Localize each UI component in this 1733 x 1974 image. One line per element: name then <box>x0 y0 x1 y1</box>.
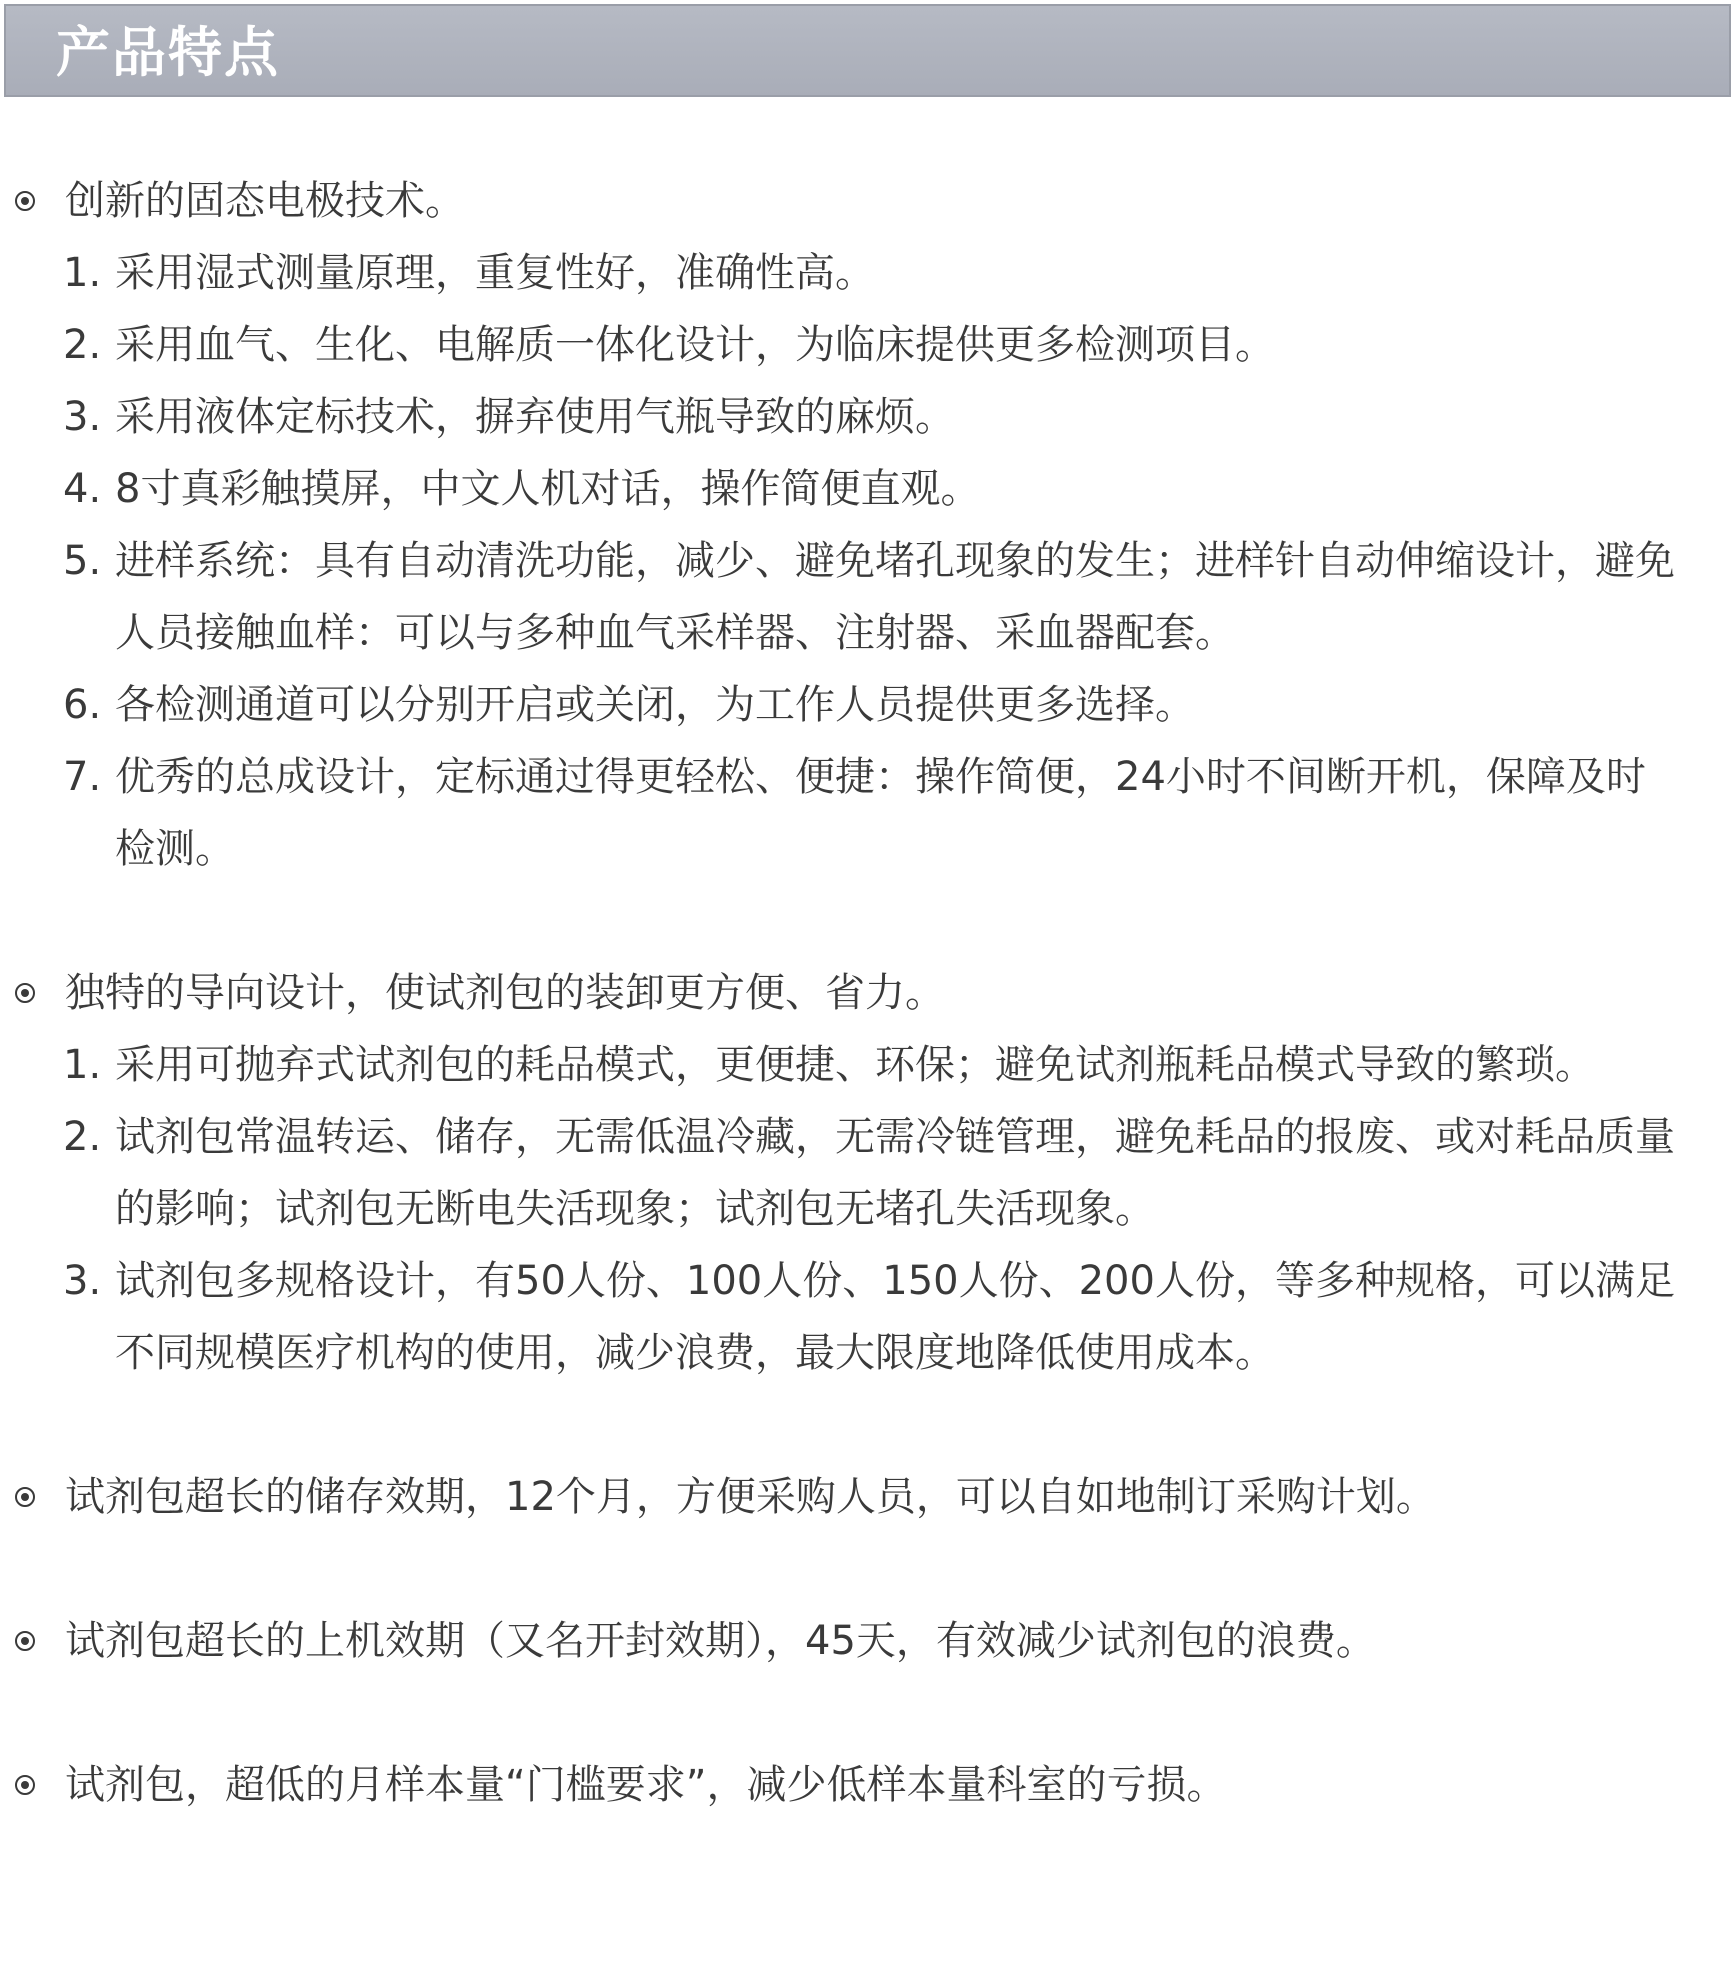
section-spacer <box>0 1389 1733 1461</box>
section-header <box>4 4 1731 97</box>
feature-bullet <box>0 1461 1733 1533</box>
item-text: 8寸真彩触摸屏，中文人机对话，操作简便直观。 <box>115 466 981 512</box>
feature-item <box>0 309 1733 381</box>
feature-bullet-text: 独特的导向设计，使试剂包的装卸更方便、省力。 <box>65 970 945 1016</box>
circle-bullet-icon <box>15 983 35 1003</box>
feature-item <box>0 381 1733 453</box>
item-text: 采用液体定标技术，摒弃使用气瓶导致的麻烦。 <box>115 394 955 440</box>
circle-bullet-icon <box>15 1487 35 1507</box>
feature-bullet <box>0 957 1733 1029</box>
feature-bullet-text: 创新的固态电极技术。 <box>65 178 465 224</box>
item-text: 试剂包常温转运、储存，无需低温冷藏，无需冷链管理，避免耗品的报废、或对耗品质量的影响；试剂包无断电失活现象；试剂包无堵孔失活现象。 <box>115 1114 1675 1232</box>
feature-bullet <box>0 1749 1733 1821</box>
item-number: 2. <box>63 1114 102 1160</box>
feature-section <box>0 1749 1733 1821</box>
feature-item <box>0 453 1733 525</box>
feature-item <box>0 669 1733 741</box>
circle-bullet-icon <box>15 1775 35 1795</box>
section-spacer <box>0 885 1733 957</box>
feature-item <box>0 525 1733 669</box>
item-text: 进样系统：具有自动清洗功能，减少、避免堵孔现象的发生；进样针自动伸缩设计，避免人员接触血样：可以与多种血气采样器、注射器、采血器配套。 <box>115 538 1675 656</box>
item-number: 7. <box>63 754 102 800</box>
item-number: 1. <box>63 1042 102 1088</box>
feature-bullet-text: 试剂包超长的上机效期（又名开封效期），45天，有效减少试剂包的浪费。 <box>65 1618 1376 1664</box>
item-text: 采用可抛弃式试剂包的耗品模式，更便捷、环保；避免试剂瓶耗品模式导致的繁琐。 <box>115 1042 1595 1088</box>
item-number: 2. <box>63 322 102 368</box>
section-spacer <box>0 1533 1733 1605</box>
feature-item <box>0 237 1733 309</box>
feature-bullet <box>0 165 1733 237</box>
feature-section <box>0 165 1733 885</box>
item-text: 采用血气、生化、电解质一体化设计，为临床提供更多检测项目。 <box>115 322 1275 368</box>
item-number: 3. <box>63 394 102 440</box>
feature-item <box>0 1245 1733 1389</box>
feature-bullet-text: 试剂包，超低的月样本量“门槛要求”，减少低样本量科室的亏损。 <box>65 1762 1227 1808</box>
feature-section <box>0 1461 1733 1533</box>
feature-item <box>0 741 1733 885</box>
section-spacer <box>0 1677 1733 1749</box>
feature-item <box>0 1029 1733 1101</box>
item-text: 优秀的总成设计，定标通过得更轻松、便捷：操作简便，24小时不间断开机，保障及时检测。 <box>115 754 1646 872</box>
feature-section <box>0 1605 1733 1677</box>
feature-item <box>0 1101 1733 1245</box>
item-text: 试剂包多规格设计，有50人份、100人份、150人份、200人份，等多种规格，可以满足不同规模医疗机构的使用，减少浪费，最大限度地降低使用成本。 <box>115 1258 1675 1376</box>
circle-bullet-icon <box>15 191 35 211</box>
feature-bullet-text: 试剂包超长的储存效期，12个月，方便采购人员，可以自如地制订采购计划。 <box>65 1474 1436 1520</box>
circle-bullet-icon <box>15 1631 35 1651</box>
feature-bullet <box>0 1605 1733 1677</box>
item-number: 4. <box>63 466 102 512</box>
item-number: 5. <box>63 538 102 584</box>
item-number: 3. <box>63 1258 102 1304</box>
feature-list <box>0 165 1733 1821</box>
item-number: 1. <box>63 250 102 296</box>
item-text: 采用湿式测量原理，重复性好，准确性高。 <box>115 250 875 296</box>
item-number: 6. <box>63 682 102 728</box>
section-title: 产品特点 <box>56 21 280 84</box>
item-text: 各检测通道可以分别开启或关闭，为工作人员提供更多选择。 <box>115 682 1195 728</box>
feature-section <box>0 957 1733 1389</box>
